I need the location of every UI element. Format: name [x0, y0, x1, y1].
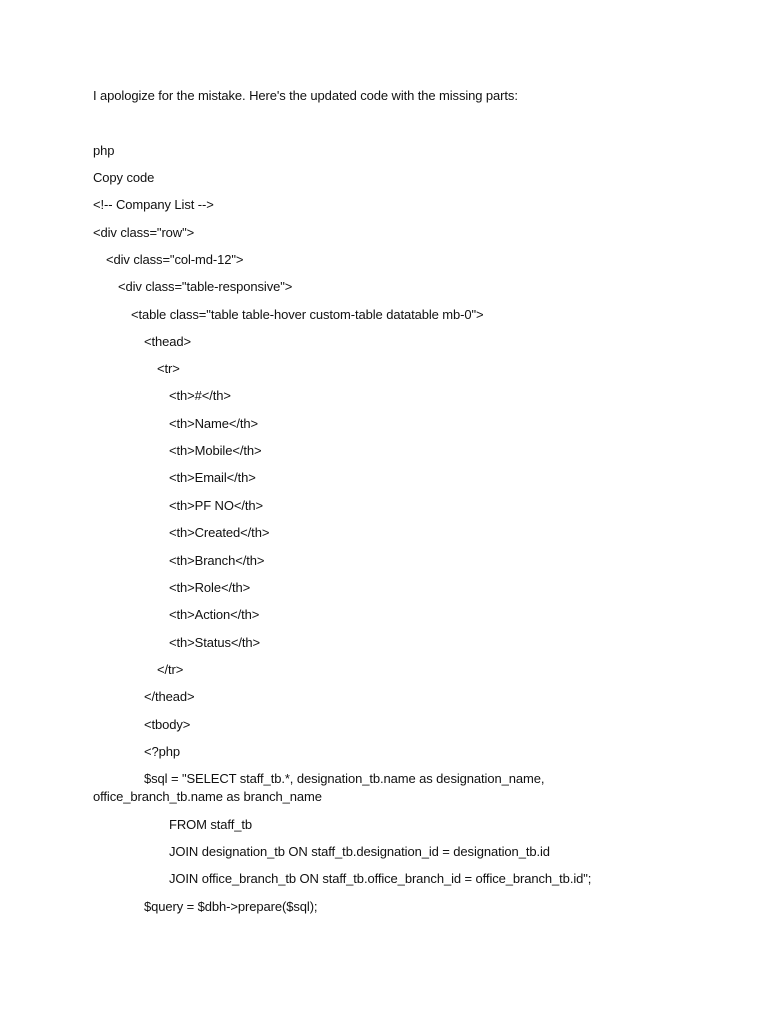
- code-line: JOIN office_branch_tb ON staff_tb.office_branch_id = office_branch_tb.id";: [169, 871, 592, 886]
- code-line: office_branch_tb.name as branch_name: [93, 789, 322, 804]
- code-line: <thead>: [144, 334, 192, 349]
- code-line: <table class="table table-hover custom-table datatable mb-0">: [131, 307, 484, 322]
- code-line: <th>Branch</th>: [169, 553, 265, 568]
- code-line: <th>Email</th>: [169, 470, 256, 485]
- code-line: <div class="col-md-12">: [106, 252, 244, 267]
- code-line: <tbody>: [144, 717, 191, 732]
- code-line: </tr>: [157, 662, 184, 677]
- code-line: <th>#</th>: [169, 388, 231, 403]
- code-line: <th>Action</th>: [169, 607, 260, 622]
- code-line: </thead>: [144, 689, 195, 704]
- code-line: JOIN designation_tb ON staff_tb.designation_id = designation_tb.id: [169, 844, 550, 859]
- code-line: <div class="row">: [93, 225, 195, 240]
- code-line: <th>Name</th>: [169, 416, 259, 431]
- code-line: $query = $dbh->prepare($sql);: [144, 899, 318, 914]
- intro-text: I apologize for the mistake. Here's the updated code with the missing parts:: [93, 88, 518, 103]
- code-line: $sql = "SELECT staff_tb.*, designation_tb.name as designation_name,: [144, 771, 545, 786]
- code-line: <tr>: [157, 361, 180, 376]
- copy-code-label: Copy code: [93, 170, 155, 185]
- code-line: <th>Status</th>: [169, 635, 261, 650]
- code-line: <div class="table-responsive">: [118, 279, 293, 294]
- code-line: <th>PF NO</th>: [169, 498, 263, 513]
- code-line: <th>Created</th>: [169, 525, 270, 540]
- code-line: <?php: [144, 744, 181, 759]
- code-line: <th>Mobile</th>: [169, 443, 262, 458]
- code-line: <!-- Company List -->: [93, 197, 214, 212]
- code-line: <th>Role</th>: [169, 580, 251, 595]
- language-label: php: [93, 143, 115, 158]
- code-line: FROM staff_tb: [169, 817, 252, 832]
